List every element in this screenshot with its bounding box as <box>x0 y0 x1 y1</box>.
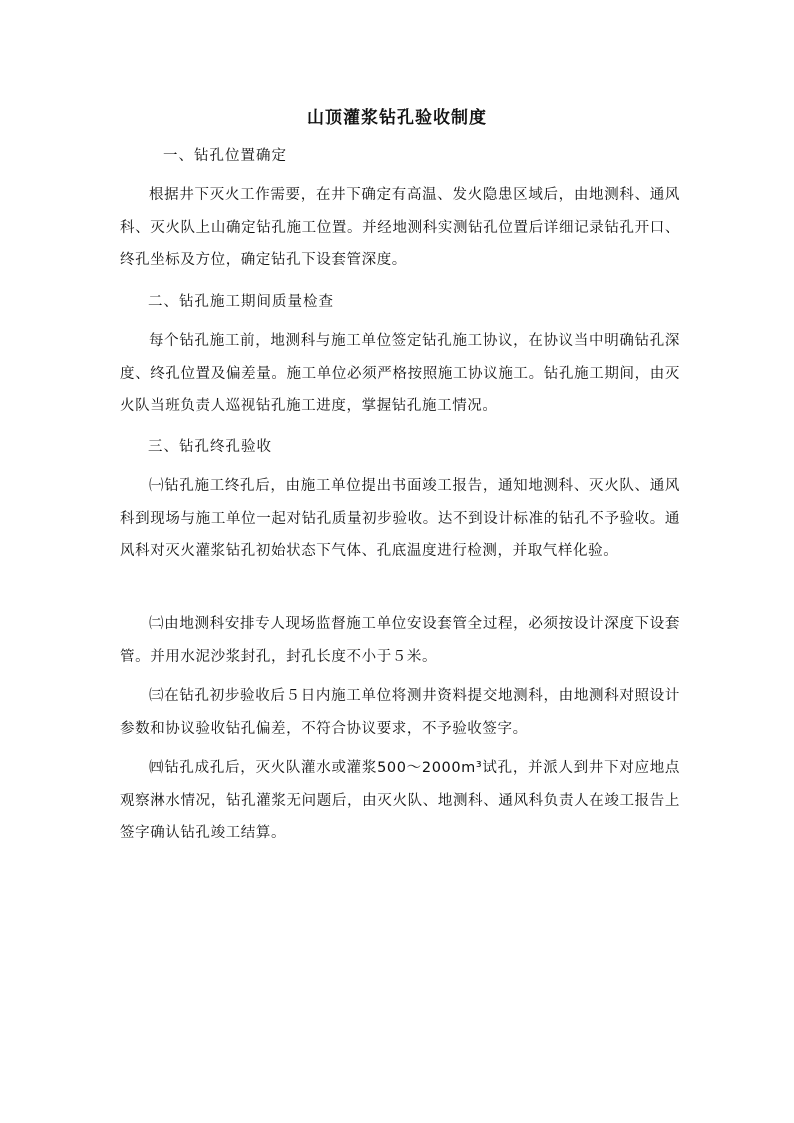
section-heading-3: 三、钻孔终孔验收 <box>148 439 272 455</box>
section-heading-2: 二、钻孔施工期间质量检查 <box>148 294 334 310</box>
section-1-paragraph-1: 根据井下灭火工作需要，在井下确定有高温、发火隐患区域后，由地测科、通风科、灭火队上山确定钻孔施工位置。并经地测科实测钻孔位置后详细记录钻孔开口、终孔坐标及方位，确定钻孔下设套管深度。 <box>120 187 680 268</box>
section-heading-1: 一、钻孔位置确定 <box>163 148 287 164</box>
section-3-paragraph-2: ㈡由地测科安排专人现场监督施工单位安设套管全过程，必须按设计深度下设套管。并用水泥沙浆封孔，封孔长度不小于５米。 <box>120 616 680 665</box>
document-title: 山顶灌浆钻孔验收制度 <box>307 108 487 128</box>
section-3-paragraph-1: ㈠钻孔施工终孔后，由施工单位提出书面竣工报告，通知地测科、灭火队、通风科到现场与施工单位一起对钻孔质量初步验收。达不到设计标准的钻孔不予验收。通风科对灭火灌浆钻孔初始状态下气体、孔底温度进行检测，并取气样化验。 <box>120 478 680 559</box>
section-3-paragraph-4: ㈣钻孔成孔后，灭火队灌水或灌浆500～2000m³试孔，并派人到井下对应地点观察淋水情况，钻孔灌浆无问题后，由灭火队、地测科、通风科负责人在竣工报告上签字确认钻孔竣工结算。 <box>120 760 680 841</box>
section-2-paragraph-1: 每个钻孔施工前，地测科与施工单位签定钻孔施工协议，在协议当中明确钻孔深度、终孔位置及偏差量。施工单位必须严格按照施工协议施工。钻孔施工期间，由灭火队当班负责人巡视钻孔施工进度，掌握钻孔施工情况。 <box>120 333 680 414</box>
section-3-paragraph-3: ㈢在钻孔初步验收后５日内施工单位将测井资料提交地测科，由地测科对照设计参数和协议验收钻孔偏差，不符合协议要求，不予验收签字。 <box>120 688 680 737</box>
